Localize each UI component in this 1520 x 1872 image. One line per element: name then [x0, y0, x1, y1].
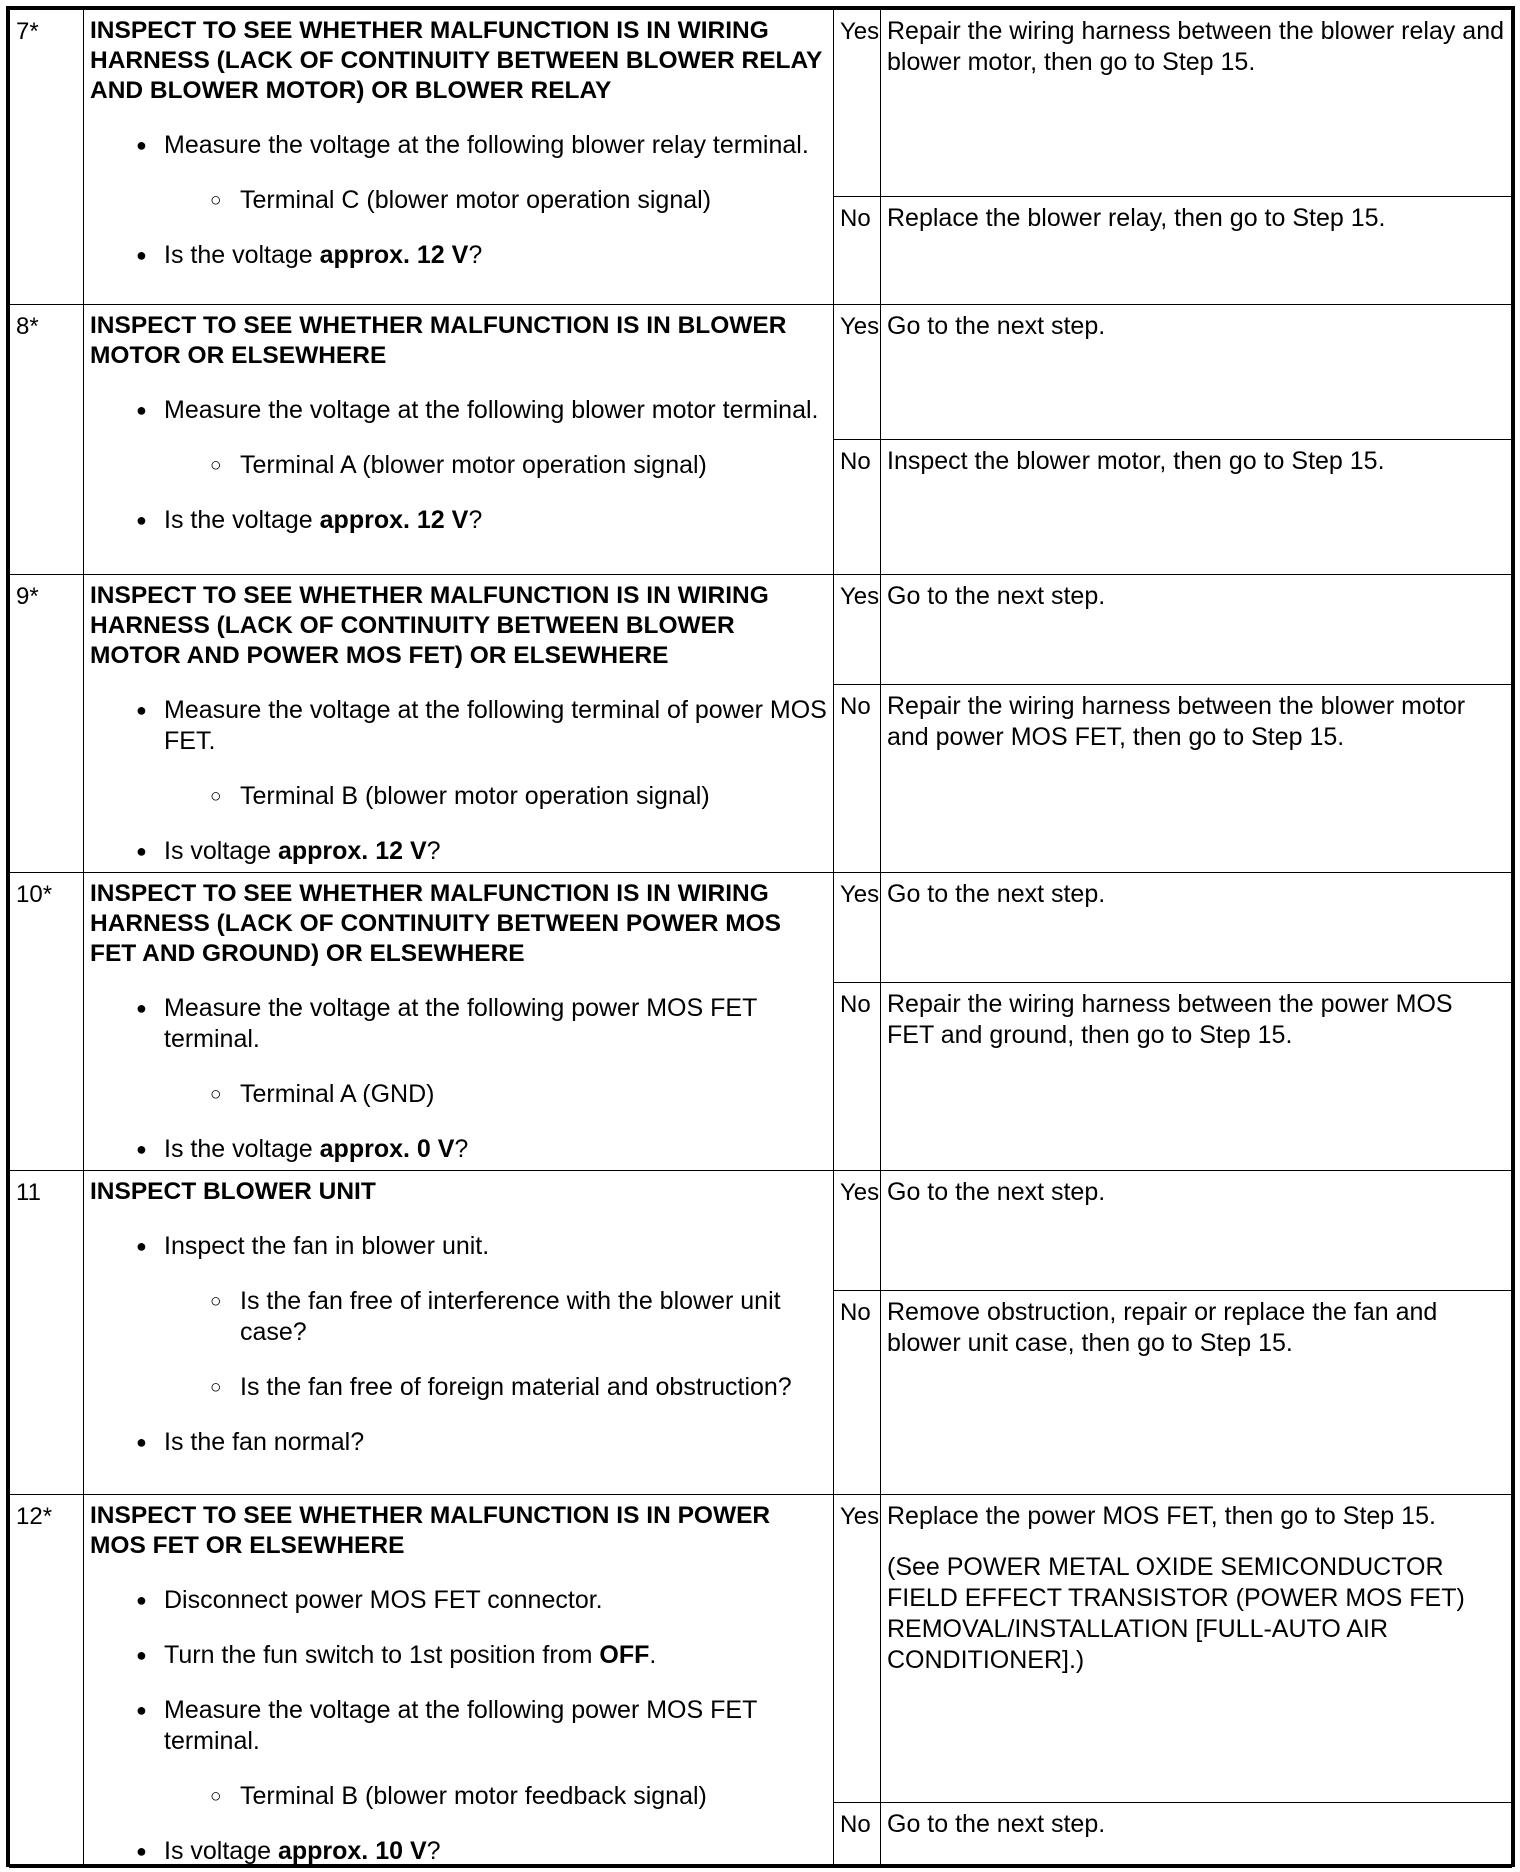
bullet-icon: ● [136, 1700, 147, 1720]
instruction-item: ● Measure the voltage at the following blower relay terminal. [136, 131, 809, 159]
terminal-item: ○ Terminal B (blower motor operation signal) [210, 782, 710, 810]
yes-action: Go to the next step. [881, 305, 1512, 440]
question-item: ● Is the voltage approx. 0 V? [136, 1135, 469, 1163]
inspection-cell [84, 1495, 834, 1868]
step-row-11 [10, 1171, 1512, 1291]
bullet-icon: ● [136, 400, 147, 420]
bullet-icon: ● [136, 1590, 147, 1610]
no-action: Replace the blower relay, then go to Step 15. [881, 197, 1512, 305]
step-number: 9* [10, 575, 84, 873]
step-number: 7* [10, 10, 84, 305]
bullet-icon: ● [136, 510, 147, 530]
circle-bullet-icon: ○ [210, 1291, 222, 1312]
inspection-cell [84, 10, 834, 305]
bullet-icon: ● [136, 245, 147, 265]
no-action: Repair the wiring harness between the blower motor and power MOS FET, then go to Step 15. [881, 685, 1512, 873]
bullet-icon: ● [136, 1236, 147, 1256]
step-row-8 [10, 305, 1512, 440]
instruction-item: ● Disconnect power MOS FET connector. [136, 1586, 603, 1614]
check-item: ○ Is the fan free of foreign material and obstruction? [210, 1373, 792, 1401]
no-action: Repair the wiring harness between the power MOS FET and ground, then go to Step 15. [881, 983, 1512, 1171]
yes-label: Yes [834, 1171, 881, 1291]
troubleshooting-table [9, 9, 1512, 1868]
no-label: No [834, 197, 881, 305]
instruction-item: ● Turn the fun switch to 1st position from OFF. [136, 1641, 657, 1669]
terminal-item: ○ Terminal A (GND) [210, 1080, 435, 1108]
yes-label: Yes [834, 575, 881, 685]
no-action: Inspect the blower motor, then go to Step 15. [881, 440, 1512, 575]
yes-action-reference: (See POWER METAL OXIDE SEMICONDUCTOR FIELD EFFECT TRANSISTOR (POWER MOS FET) REMOVAL/INSTALLATION [FULL-AUTO AIR CONDITIONER].) [887, 1553, 1465, 1674]
inspection-cell [84, 305, 834, 575]
instruction-item: ● Measure the voltage at the following power MOS FET terminal. [136, 1696, 757, 1755]
yes-label: Yes [834, 10, 881, 197]
step-heading: INSPECT TO SEE WHETHER MALFUNCTION IS IN POWER MOS FET OR ELSEWHERE [90, 1502, 771, 1559]
instruction-item: ● Measure the voltage at the following power MOS FET terminal. [136, 994, 757, 1053]
circle-bullet-icon: ○ [210, 786, 222, 807]
step-heading: INSPECT BLOWER UNIT [90, 1178, 376, 1205]
no-label: No [834, 1803, 881, 1868]
no-action: Remove obstruction, repair or replace the fan and blower unit case, then go to Step 15. [881, 1291, 1512, 1495]
inspection-cell [84, 575, 834, 873]
step-number: 10* [10, 873, 84, 1171]
yes-label: Yes [834, 1495, 881, 1803]
circle-bullet-icon: ○ [210, 1084, 222, 1105]
step-row-7 [10, 10, 1512, 197]
troubleshooting-sheet [6, 6, 1515, 1867]
bullet-icon: ● [136, 1841, 147, 1861]
question-item: ● Is voltage approx. 10 V? [136, 1837, 441, 1865]
circle-bullet-icon: ○ [210, 1377, 222, 1398]
yes-label: Yes [834, 305, 881, 440]
no-label: No [834, 685, 881, 873]
bullet-icon: ● [136, 1645, 147, 1665]
check-item: ○ Is the fan free of interference with the blower unit case? [210, 1287, 781, 1346]
bullet-icon: ● [136, 135, 147, 155]
no-action: Go to the next step. [881, 1803, 1512, 1868]
no-label: No [834, 440, 881, 575]
terminal-item: ○ Terminal A (blower motor operation signal) [210, 451, 707, 479]
step-row-9 [10, 575, 1512, 685]
inspection-cell [84, 873, 834, 1171]
step-heading: INSPECT TO SEE WHETHER MALFUNCTION IS IN WIRING HARNESS (LACK OF CONTINUITY BETWEEN POWER MOS FET AND GROUND) OR ELSEWHERE [90, 880, 782, 967]
instruction-item: ● Inspect the fan in blower unit. [136, 1232, 490, 1260]
circle-bullet-icon: ○ [210, 455, 222, 476]
bullet-icon: ● [136, 998, 147, 1018]
bullet-icon: ● [136, 841, 147, 861]
question-item: ● Is the voltage approx. 12 V? [136, 241, 483, 269]
instruction-item: ● Measure the voltage at the following blower motor terminal. [136, 396, 819, 424]
step-heading: INSPECT TO SEE WHETHER MALFUNCTION IS IN BLOWER MOTOR OR ELSEWHERE [90, 312, 787, 369]
inspection-cell [84, 1171, 834, 1495]
step-heading: INSPECT TO SEE WHETHER MALFUNCTION IS IN WIRING HARNESS (LACK OF CONTINUITY BETWEEN BLOWER MOTOR AND POWER MOS FET) OR ELSEWHERE [90, 582, 769, 669]
bullet-icon: ● [136, 700, 147, 720]
instruction-item: ● Measure the voltage at the following terminal of power MOS FET. [136, 696, 827, 755]
step-row-10 [10, 873, 1512, 983]
bullet-icon: ● [136, 1139, 147, 1159]
question-item: ● Is the voltage approx. 12 V? [136, 506, 483, 534]
yes-action: Go to the next step. [881, 575, 1512, 685]
yes-action [881, 1495, 1512, 1803]
question-item: ● Is the fan normal? [136, 1428, 365, 1456]
yes-action: Go to the next step. [881, 873, 1512, 983]
terminal-item: ○ Terminal C (blower motor operation signal) [210, 186, 712, 214]
yes-action: Repair the wiring harness between the blower relay and blower motor, then go to Step 15. [881, 10, 1512, 197]
step-number: 12* [10, 1495, 84, 1868]
step-row-12 [10, 1495, 1512, 1803]
step-heading: INSPECT TO SEE WHETHER MALFUNCTION IS IN WIRING HARNESS (LACK OF CONTINUITY BETWEEN BLOWER RELAY AND BLOWER MOTOR) OR BLOWER RELAY [90, 17, 822, 104]
yes-action-text: Replace the power MOS FET, then go to Step 15. [887, 1502, 1436, 1530]
no-label: No [834, 1291, 881, 1495]
no-label: No [834, 983, 881, 1171]
circle-bullet-icon: ○ [210, 190, 222, 211]
terminal-item: ○ Terminal B (blower motor feedback signal) [210, 1782, 707, 1810]
bullet-icon: ● [136, 1432, 147, 1452]
step-number: 8* [10, 305, 84, 575]
yes-action: Go to the next step. [881, 1171, 1512, 1291]
step-number: 11 [10, 1171, 84, 1495]
yes-label: Yes [834, 873, 881, 983]
circle-bullet-icon: ○ [210, 1786, 222, 1807]
question-item: ● Is voltage approx. 12 V? [136, 837, 441, 865]
